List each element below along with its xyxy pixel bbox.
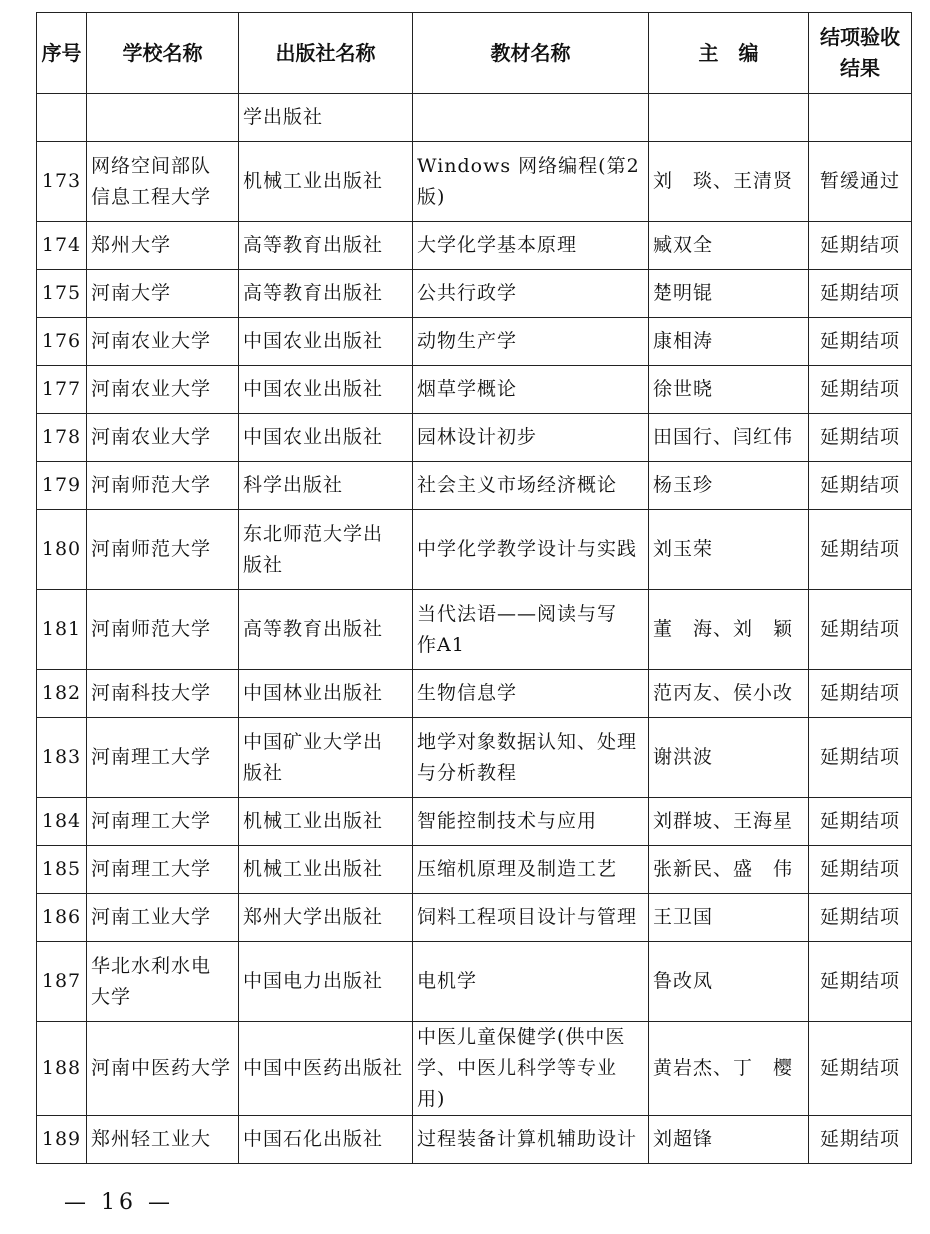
cell-result: 延期结项 — [809, 718, 912, 798]
cell-editor: 黄岩杰、丁 樱 — [649, 1022, 809, 1116]
cell-result: 暂缓通过 — [809, 142, 912, 222]
table-row — [37, 894, 912, 942]
cell-textbook: 电机学 — [413, 942, 649, 1022]
cell-seq: 187 — [37, 942, 87, 1022]
cell-editor: 刘 琰、王清贤 — [649, 142, 809, 222]
cell-seq: 186 — [37, 894, 87, 942]
cell-school: 河南农业大学 — [87, 318, 239, 366]
table-row — [37, 414, 912, 462]
cell-seq: 173 — [37, 142, 87, 222]
cell-textbook: 中医儿童保健学(供中医 学、中医儿科学等专业用) — [413, 1022, 649, 1116]
cell-textbook: 园林设计初步 — [413, 414, 649, 462]
cell-editor — [649, 94, 809, 142]
cell-result: 延期结项 — [809, 270, 912, 318]
table-row — [37, 94, 912, 142]
cell-school: 河南理工大学 — [87, 846, 239, 894]
cell-editor: 王卫国 — [649, 894, 809, 942]
cell-publisher: 高等教育出版社 — [239, 270, 413, 318]
cell-textbook: 智能控制技术与应用 — [413, 798, 649, 846]
cell-school: 郑州大学 — [87, 222, 239, 270]
table-header-row — [37, 13, 912, 94]
cell-textbook: Windows 网络编程(第2版) — [413, 142, 649, 222]
cell-editor: 楚明锟 — [649, 270, 809, 318]
cell-textbook: 地学对象数据认知、处理 与分析教程 — [413, 718, 649, 798]
cell-result: 延期结项 — [809, 894, 912, 942]
cell-textbook: 当代法语——阅读与写 作A1 — [413, 590, 649, 670]
table-row — [37, 270, 912, 318]
textbook-table — [36, 12, 912, 1164]
cell-seq: 177 — [37, 366, 87, 414]
cell-school: 河南科技大学 — [87, 670, 239, 718]
cell-result: 延期结项 — [809, 798, 912, 846]
cell-publisher: 中国农业出版社 — [239, 414, 413, 462]
cell-result: 延期结项 — [809, 222, 912, 270]
cell-seq: 174 — [37, 222, 87, 270]
cell-editor: 刘玉荣 — [649, 510, 809, 590]
cell-result: 延期结项 — [809, 1116, 912, 1164]
cell-publisher: 中国石化出版社 — [239, 1116, 413, 1164]
cell-seq: 181 — [37, 590, 87, 670]
cell-seq: 182 — [37, 670, 87, 718]
cell-textbook: 公共行政学 — [413, 270, 649, 318]
cell-editor: 杨玉珍 — [649, 462, 809, 510]
cell-school — [87, 94, 239, 142]
cell-result: 延期结项 — [809, 414, 912, 462]
cell-seq: 185 — [37, 846, 87, 894]
cell-school: 河南师范大学 — [87, 590, 239, 670]
cell-editor: 臧双全 — [649, 222, 809, 270]
cell-school: 华北水利水电 大学 — [87, 942, 239, 1022]
header-textbook: 教材名称 — [413, 13, 649, 94]
cell-publisher: 郑州大学出版社 — [239, 894, 413, 942]
cell-publisher: 中国矿业大学出 版社 — [239, 718, 413, 798]
cell-result: 延期结项 — [809, 462, 912, 510]
cell-publisher: 中国林业出版社 — [239, 670, 413, 718]
cell-school: 河南农业大学 — [87, 414, 239, 462]
table-row — [37, 846, 912, 894]
table-row — [37, 510, 912, 590]
cell-publisher: 高等教育出版社 — [239, 222, 413, 270]
cell-editor: 谢洪波 — [649, 718, 809, 798]
cell-editor: 鲁改凤 — [649, 942, 809, 1022]
cell-result: 延期结项 — [809, 942, 912, 1022]
cell-publisher: 中国农业出版社 — [239, 318, 413, 366]
cell-editor: 董 海、刘 颖 — [649, 590, 809, 670]
cell-school: 河南大学 — [87, 270, 239, 318]
cell-school: 河南农业大学 — [87, 366, 239, 414]
cell-seq: 179 — [37, 462, 87, 510]
cell-school: 河南中医药大学 — [87, 1022, 239, 1116]
cell-school: 河南工业大学 — [87, 894, 239, 942]
cell-result: 延期结项 — [809, 590, 912, 670]
cell-seq: 180 — [37, 510, 87, 590]
cell-seq: 178 — [37, 414, 87, 462]
header-school: 学校名称 — [87, 13, 239, 94]
table-row — [37, 318, 912, 366]
cell-textbook: 动物生产学 — [413, 318, 649, 366]
cell-editor: 田国行、闫红伟 — [649, 414, 809, 462]
cell-textbook: 生物信息学 — [413, 670, 649, 718]
cell-result: 延期结项 — [809, 846, 912, 894]
cell-publisher: 中国电力出版社 — [239, 942, 413, 1022]
table-row — [37, 590, 912, 670]
cell-textbook — [413, 94, 649, 142]
cell-editor: 张新民、盛 伟 — [649, 846, 809, 894]
cell-result: 延期结项 — [809, 1022, 912, 1116]
cell-editor: 徐世晓 — [649, 366, 809, 414]
cell-textbook: 大学化学基本原理 — [413, 222, 649, 270]
cell-textbook: 社会主义市场经济概论 — [413, 462, 649, 510]
header-result: 结项验收 结果 — [809, 13, 912, 94]
cell-result — [809, 94, 912, 142]
table-row — [37, 1116, 912, 1164]
table-row — [37, 1022, 912, 1116]
table-row — [37, 222, 912, 270]
header-publisher: 出版社名称 — [239, 13, 413, 94]
table-row — [37, 798, 912, 846]
cell-school: 河南理工大学 — [87, 798, 239, 846]
cell-school: 河南师范大学 — [87, 510, 239, 590]
cell-seq: 188 — [37, 1022, 87, 1116]
cell-result: 延期结项 — [809, 318, 912, 366]
cell-textbook: 压缩机原理及制造工艺 — [413, 846, 649, 894]
cell-result: 延期结项 — [809, 510, 912, 590]
cell-school: 河南师范大学 — [87, 462, 239, 510]
table-row — [37, 142, 912, 222]
cell-publisher: 机械工业出版社 — [239, 846, 413, 894]
table-row — [37, 670, 912, 718]
cell-seq: 184 — [37, 798, 87, 846]
cell-editor: 刘超锋 — [649, 1116, 809, 1164]
cell-school: 郑州轻工业大 — [87, 1116, 239, 1164]
cell-publisher: 中国中医药出版社 — [239, 1022, 413, 1116]
table-row — [37, 366, 912, 414]
header-seq: 序号 — [37, 13, 87, 94]
table-row — [37, 718, 912, 798]
cell-seq — [37, 94, 87, 142]
page-number: — 16 — — [64, 1190, 174, 1215]
cell-publisher: 中国农业出版社 — [239, 366, 413, 414]
cell-textbook: 中学化学教学设计与实践 — [413, 510, 649, 590]
cell-publisher: 科学出版社 — [239, 462, 413, 510]
cell-publisher: 东北师范大学出 版社 — [239, 510, 413, 590]
cell-editor: 范丙友、侯小改 — [649, 670, 809, 718]
cell-publisher: 学出版社 — [239, 94, 413, 142]
cell-result: 延期结项 — [809, 670, 912, 718]
header-editor: 主 编 — [649, 13, 809, 94]
cell-editor: 康相涛 — [649, 318, 809, 366]
cell-school: 河南理工大学 — [87, 718, 239, 798]
cell-textbook: 烟草学概论 — [413, 366, 649, 414]
table-row — [37, 942, 912, 1022]
cell-textbook: 过程装备计算机辅助设计 — [413, 1116, 649, 1164]
cell-seq: 176 — [37, 318, 87, 366]
cell-result: 延期结项 — [809, 366, 912, 414]
cell-seq: 189 — [37, 1116, 87, 1164]
table-body — [37, 94, 912, 1164]
cell-publisher: 高等教育出版社 — [239, 590, 413, 670]
cell-publisher: 机械工业出版社 — [239, 142, 413, 222]
cell-editor: 刘群坡、王海星 — [649, 798, 809, 846]
cell-publisher: 机械工业出版社 — [239, 798, 413, 846]
table-row — [37, 462, 912, 510]
cell-school: 网络空间部队 信息工程大学 — [87, 142, 239, 222]
cell-textbook: 饲料工程项目设计与管理 — [413, 894, 649, 942]
cell-seq: 183 — [37, 718, 87, 798]
cell-seq: 175 — [37, 270, 87, 318]
